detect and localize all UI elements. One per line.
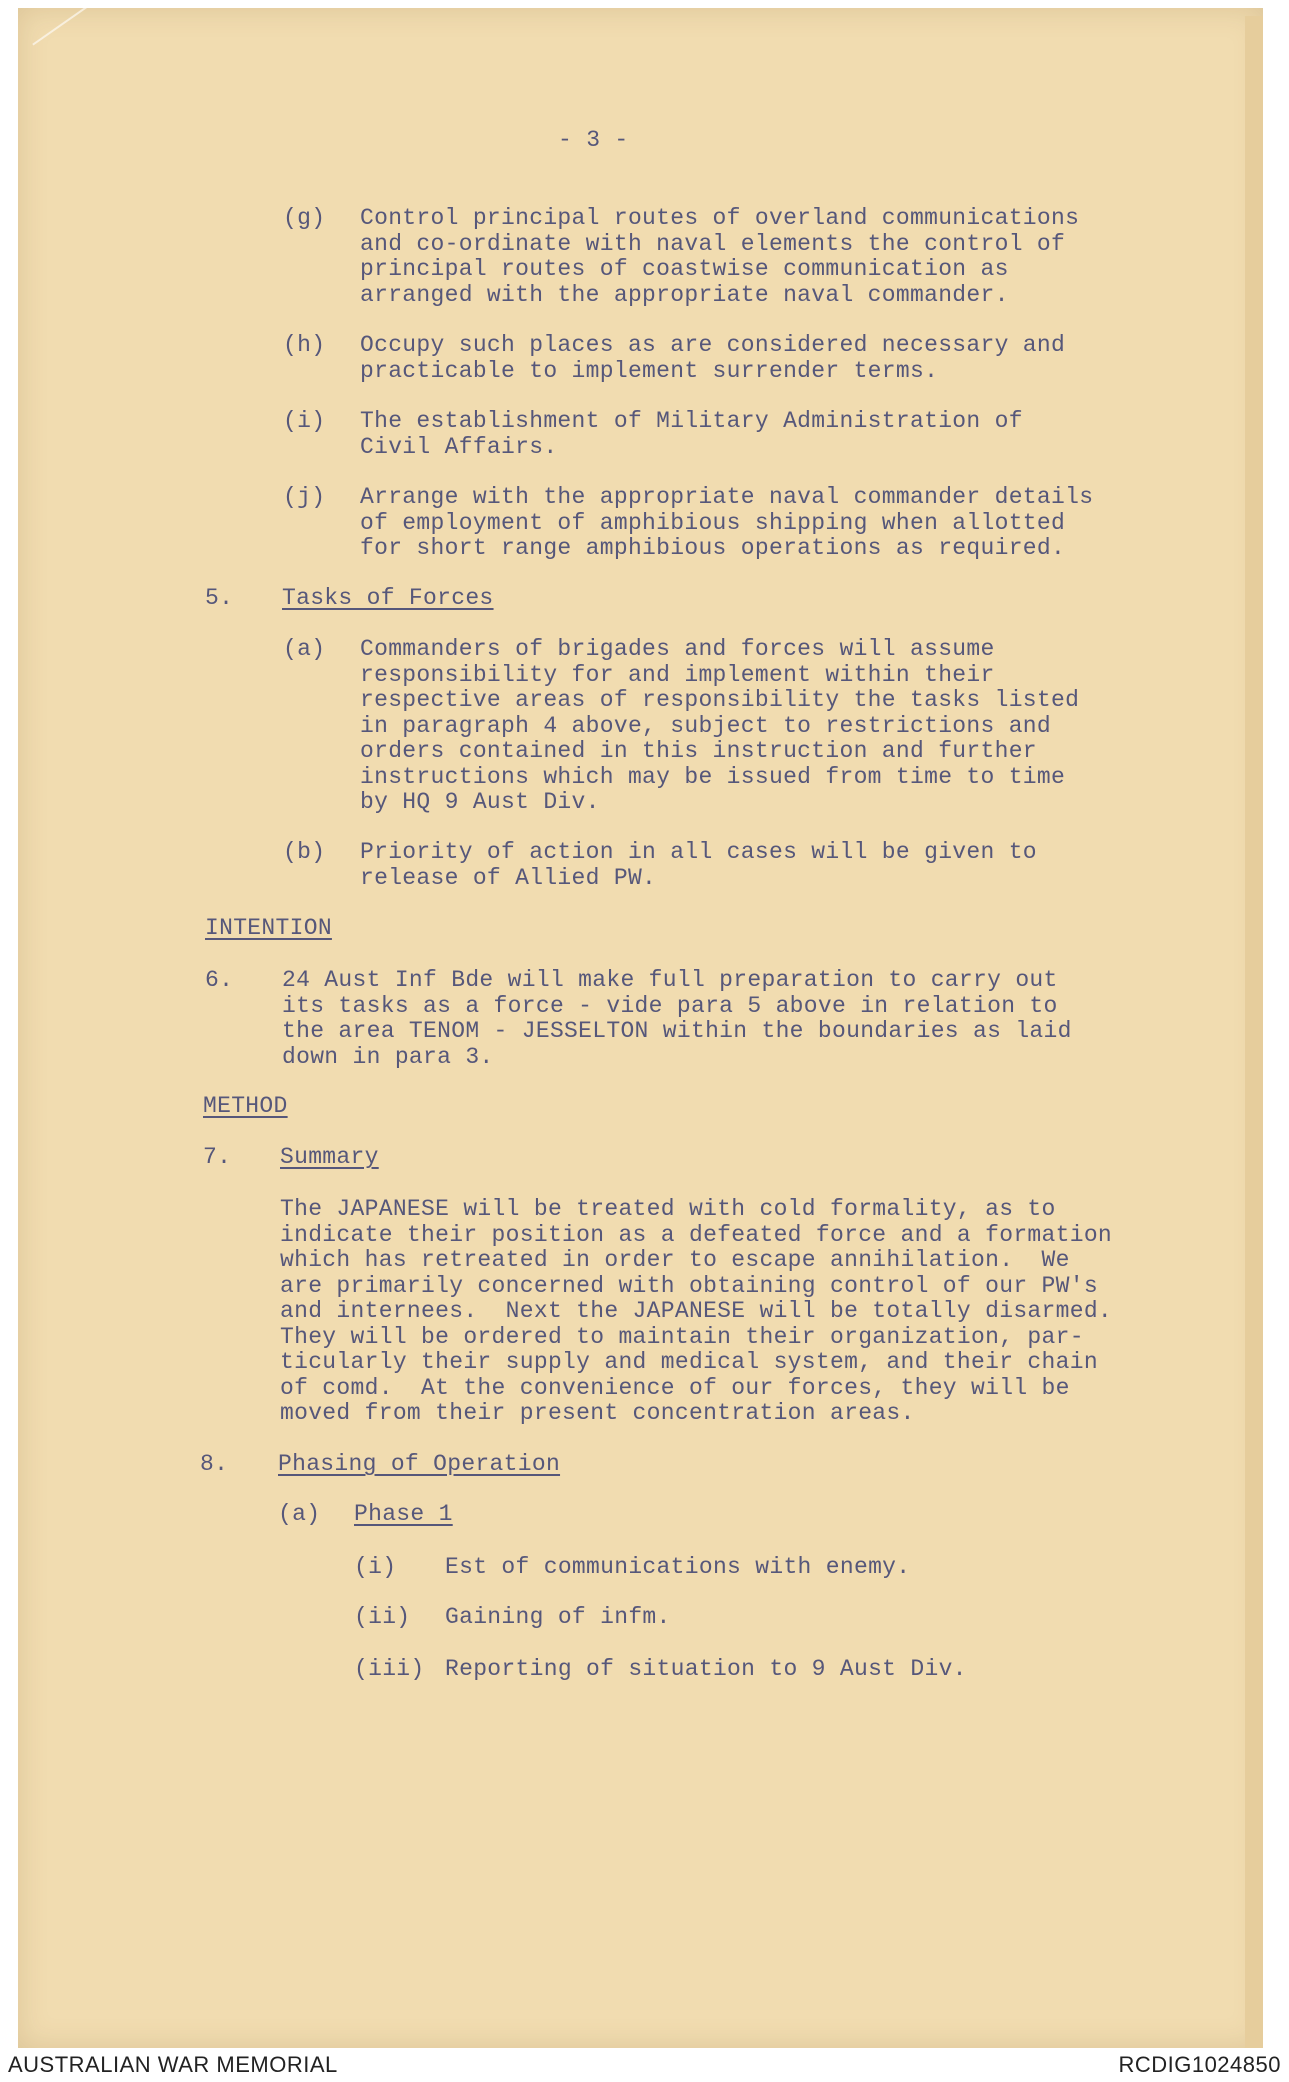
- para-7-line-6: They will be ordered to maintain their organization, par-: [280, 1323, 1084, 1350]
- item-5b-line-2: release of Allied PW.: [360, 864, 657, 891]
- page-edge: [1245, 16, 1263, 2048]
- intention-heading: INTENTION: [205, 915, 332, 941]
- para-7-line-3: which has retreated in order to escape annihilation. We: [280, 1247, 1070, 1273]
- phase-step-3-text: Reporting of situation to 9 Aust Div.: [445, 1656, 967, 1682]
- item-j-label: (j): [283, 484, 326, 510]
- item-5a-line-3: respective areas of responsibility the tasks listed: [360, 687, 1080, 713]
- para-7-heading: Summary: [280, 1144, 379, 1170]
- para-7-line-8: of comd. At the convenience of our forces, they will be: [280, 1374, 1070, 1401]
- para-5-heading: Tasks of Forces: [282, 585, 494, 611]
- item-5a-line-6: instructions which may be issued from time to time: [360, 763, 1066, 790]
- para-6-line-3: the area TENOM - JESSELTON within the boundaries as laid: [282, 1018, 1072, 1044]
- para-6-number: 6.: [205, 967, 234, 993]
- para-6-line-2: its tasks as a force - vide para 5 above in relation to: [282, 992, 1058, 1019]
- footer-record-id: RCDIG1024850: [1118, 2052, 1281, 2077]
- item-j-line-3: for short range amphibious operations as required.: [360, 535, 1066, 561]
- item-5a-line-4: in paragraph 4 above, subject to restrictions and: [360, 712, 1052, 739]
- para-7-line-2: indicate their position as a defeated force and a formation: [280, 1221, 1113, 1248]
- para-7-line-1: The JAPANESE will be treated with cold formality, as to: [280, 1196, 1056, 1222]
- footer-institution: AUSTRALIAN WAR MEMORIAL: [8, 2052, 338, 2077]
- item-g-label: (g): [283, 205, 326, 231]
- phase-step-1-label: (i): [354, 1554, 397, 1580]
- item-h-line-2: practicable to implement surrender terms.: [360, 357, 939, 384]
- item-5a-line-7: by HQ 9 Aust Div.: [360, 789, 600, 815]
- item-5a-label: (a): [283, 636, 326, 662]
- item-j-line-2: of employment of amphibious shipping when allotted: [360, 509, 1066, 536]
- para-7-line-5: and internees. Next the JAPANESE will be totally disarmed.: [280, 1298, 1113, 1324]
- para-7-line-9: moved from their present concentration areas.: [280, 1400, 915, 1426]
- item-i-label: (i): [283, 408, 326, 434]
- phase-heading: Phase 1: [354, 1501, 453, 1527]
- item-5b-label: (b): [283, 839, 326, 865]
- item-h-line-1: Occupy such places as are considered necessary and: [360, 332, 1066, 358]
- item-h-label: (h): [283, 332, 326, 358]
- para-7-number: 7.: [203, 1144, 232, 1170]
- item-g-line-3: principal routes of coastwise communication as: [360, 256, 1009, 282]
- phase-step-3-label: (iii): [354, 1656, 425, 1682]
- phase-label: (a): [278, 1501, 321, 1527]
- phase-step-2-label: (ii): [354, 1604, 411, 1630]
- para-8-heading: Phasing of Operation: [278, 1451, 561, 1477]
- phase-step-2-text: Gaining of infm.: [445, 1604, 671, 1630]
- item-j-line-1: Arrange with the appropriate naval commander details: [360, 484, 1094, 510]
- item-5a-line-5: orders contained in this instruction and further: [360, 738, 1037, 764]
- para-7-line-4: are primarily concerned with obtaining control of our PW's: [280, 1272, 1098, 1299]
- para-6-line-1: 24 Aust Inf Bde will make full preparation to carry out: [282, 967, 1058, 993]
- item-5b-line-1: Priority of action in all cases will be given to: [360, 839, 1037, 865]
- item-g-line-2: and co-ordinate with naval elements the control of: [360, 230, 1066, 257]
- item-i-line-1: The establishment of Military Administration of: [360, 408, 1023, 434]
- phase-step-1-text: Est of communications with enemy.: [445, 1554, 911, 1580]
- item-g-line-1: Control principal routes of overland communications: [360, 205, 1080, 231]
- para-8-number: 8.: [200, 1451, 229, 1477]
- item-5a-line-2: responsibility for and implement within their: [360, 661, 995, 688]
- para-7-line-7: ticularly their supply and medical system, and their chain: [280, 1349, 1098, 1375]
- item-5a-line-1: Commanders of brigades and forces will assume: [360, 636, 995, 662]
- method-heading: METHOD: [203, 1093, 288, 1119]
- item-i-line-2: Civil Affairs.: [360, 433, 558, 460]
- para-6-line-4: down in para 3.: [282, 1043, 494, 1070]
- para-5-number: 5.: [205, 585, 234, 611]
- item-g-line-4: arranged with the appropriate naval commander.: [360, 281, 1009, 308]
- page-number: - 3 -: [558, 127, 629, 153]
